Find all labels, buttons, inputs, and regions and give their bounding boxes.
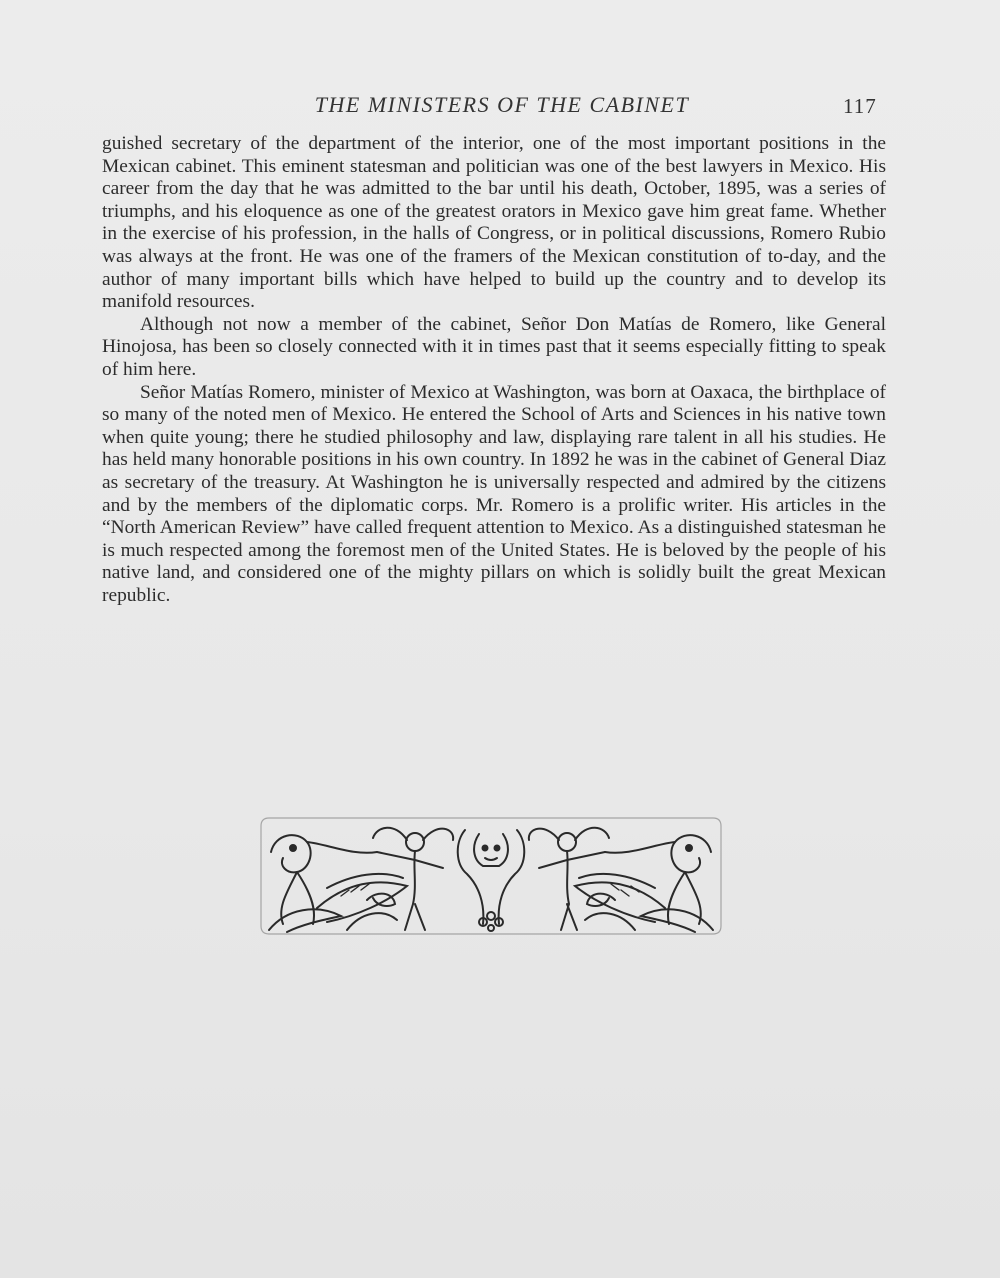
running-head bbox=[0, 92, 1000, 122]
paragraph: Señor Matías Romero, minister of Mexico at Washington, was born at Oaxaca, the birthplace of so many of the noted men of Mexico. He entered the School of Arts and Sciences in his native town when quite young; there he studied philosophy and law, displaying rare talent in all his studies. He has held many honorable positions in his own country. In 1892 he was in the cabinet of General Diaz as secretary of the treasury. At Washington he is universally respected and admired by the citizens and by the members of the diplomatic corps. Mr. Romero is a prolific writer. His articles in the “North American Review” have called frequent attention to Mexico. As a distinguished statesman he is much respected among the foremost men of the United States. He is beloved by the people of his native land, and considered one of the mighty pillars on which is solidly built the great Mexican republic. bbox=[102, 381, 886, 606]
paragraph-continued: guished secretary of the department of the interior, one of the most important positions in the Mexican cabinet. This eminent statesman and politician was one of the best lawyers in Mexico. His career from the day that he was admitted to the bar until his death, October, 1895, was a series of triumphs, and his eloquence as one of the greatest orators in Mexico gave him great fame. Whether in the exercise of his profession, in the halls of Congress, or in political discussions, Romero Rubio was always at the front. He was one of the framers of the Mexican constitution of to-day, and the author of many important bills which have helped to build up the country and to develop its manifold resources. bbox=[102, 133, 886, 313]
cherub-scroll-ornament-icon bbox=[257, 812, 725, 940]
body-text bbox=[102, 133, 886, 607]
paragraph: Although not now a member of the cabinet, Señor Don Matías de Romero, like General Hinojosa, has been so closely connected with it in times past that it seems especially fitting to speak of him here. bbox=[102, 313, 886, 380]
page-number: 117 bbox=[843, 94, 877, 118]
running-title: THE MINISTERS OF THE CABINET bbox=[314, 92, 690, 117]
